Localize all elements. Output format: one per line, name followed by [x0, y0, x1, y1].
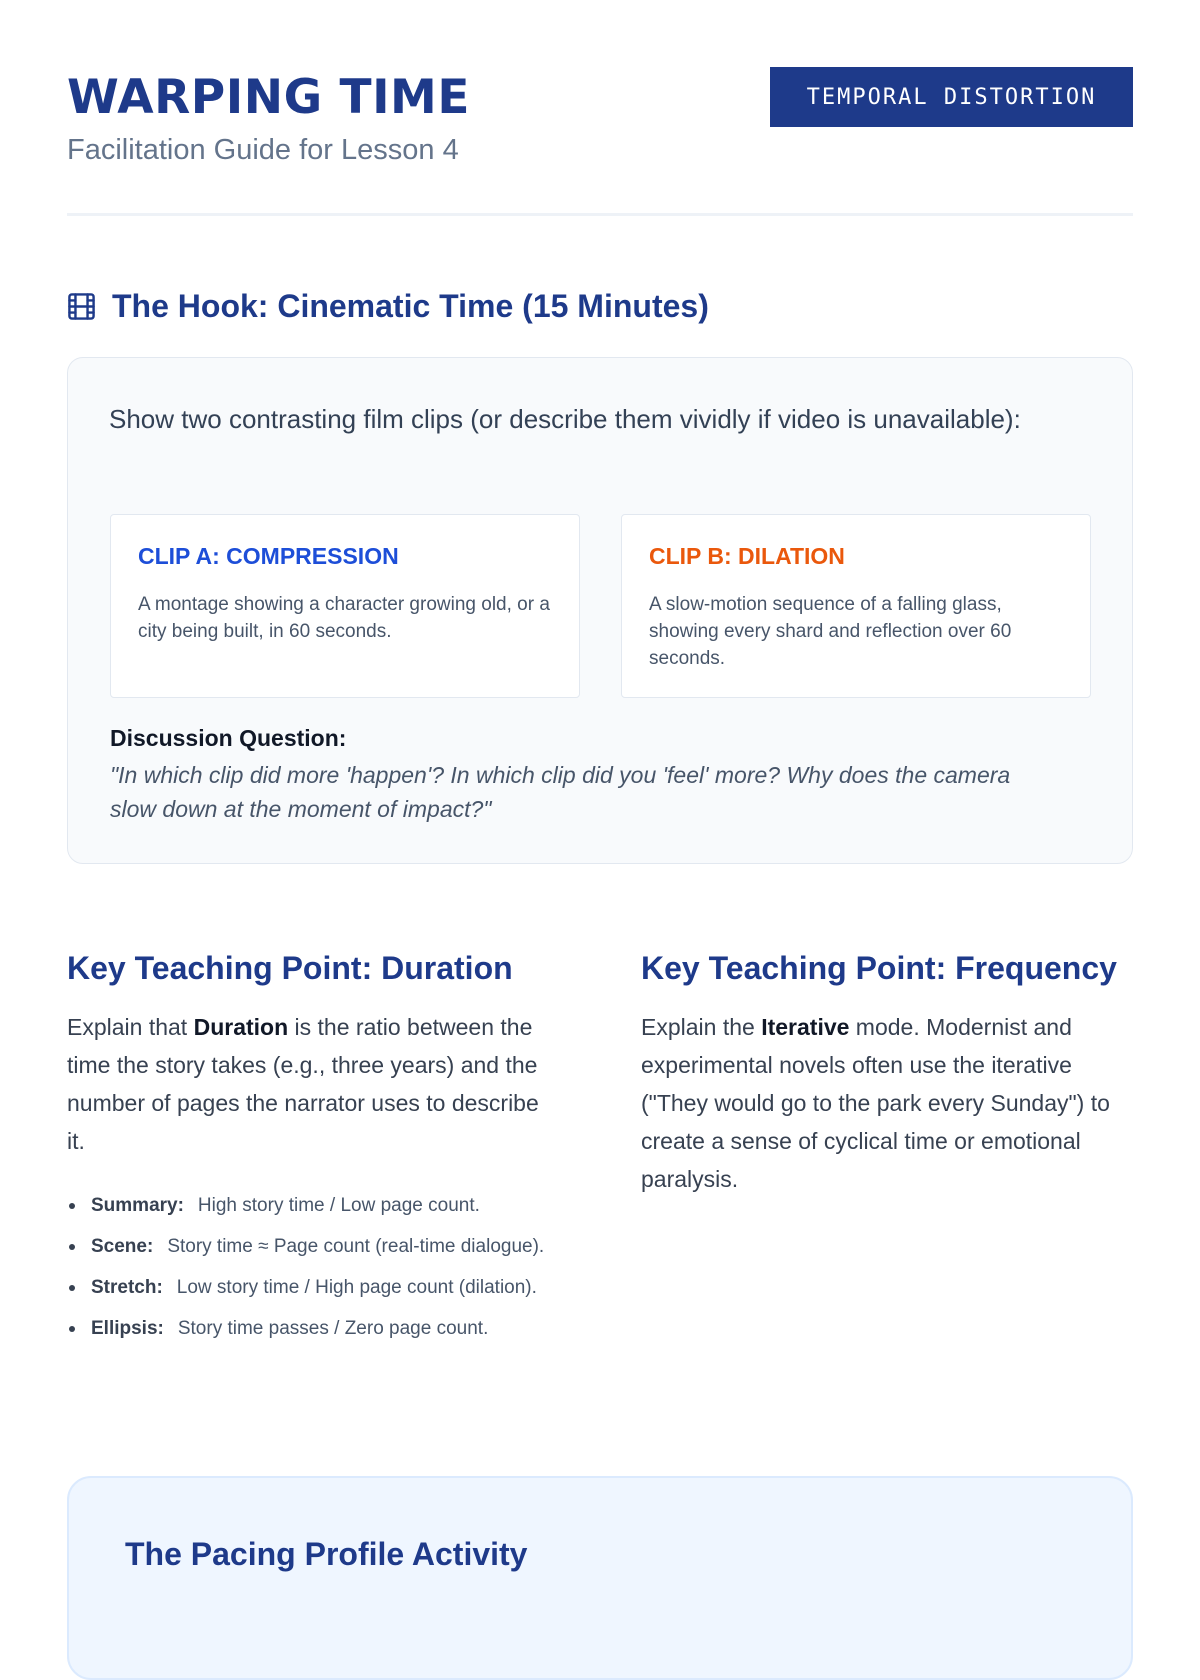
pacing-activity-panel — [67, 1476, 1133, 1680]
clip-a-card — [110, 514, 580, 698]
list-item: Ellipsis: Story time passes / Zero page count. — [67, 1315, 557, 1342]
clip-b-description: A slow-motion sequence of a falling glass, showing every shard and reflection over 60 seconds. — [649, 594, 1012, 669]
film-icon — [67, 292, 96, 321]
list-item: Scene: Story time ≈ Page count (real-time dialogue). — [67, 1233, 557, 1260]
frequency-title: Key Teaching Point: Frequency — [641, 950, 1117, 986]
duration-body: Explain that Duration is the ratio between the time the story takes (e.g., three years) and the number of pages the narrator uses to describe it. — [67, 1014, 539, 1154]
duration-term-list — [67, 1192, 557, 1342]
iterative-term: Iterative — [761, 1014, 850, 1040]
hook-intro: Show two contrasting film clips (or describe them vividly if video is unavailable): — [109, 404, 1021, 434]
facilitation-guide-page — [67, 0, 1133, 1600]
duration-section — [67, 945, 557, 1356]
header-divider — [67, 213, 1133, 216]
discussion-question: "In which clip did more 'happen'? In which clip did you 'feel' more? Why does the camera slow down at the moment of impact?" — [110, 762, 1011, 822]
list-item: Stretch: Low story time / High page count (dilation). — [67, 1274, 557, 1301]
list-item: Summary: High story time / Low page count. — [67, 1192, 557, 1219]
topic-badge: TEMPORAL DISTORTION — [770, 67, 1133, 127]
duration-title: Key Teaching Point: Duration — [67, 950, 513, 986]
clip-b-title: CLIP B: DILATION — [649, 543, 845, 569]
frequency-body: Explain the Iterative mode. Modernist and experimental novels often use the iterative ("They would go to the park every Sunday") to create a sense of cyclical time or emotional paralysis. — [641, 1014, 1110, 1192]
pacing-activity-title: The Pacing Profile Activity — [125, 1536, 528, 1572]
frequency-section — [641, 945, 1131, 1198]
clip-a-title: CLIP A: COMPRESSION — [138, 543, 399, 569]
page-subtitle: Facilitation Guide for Lesson 4 — [67, 134, 459, 166]
page-title: WARPING TIME — [67, 70, 470, 125]
clip-b-card — [621, 514, 1091, 698]
clip-a-description: A montage showing a character growing old, or a city being built, in 60 seconds. — [138, 594, 550, 642]
hook-panel — [67, 357, 1133, 864]
discussion-label: Discussion Question: — [110, 725, 347, 751]
hook-title: The Hook: Cinematic Time (15 Minutes) — [112, 288, 709, 324]
hook-heading — [67, 284, 709, 328]
duration-term: Duration — [193, 1014, 289, 1040]
